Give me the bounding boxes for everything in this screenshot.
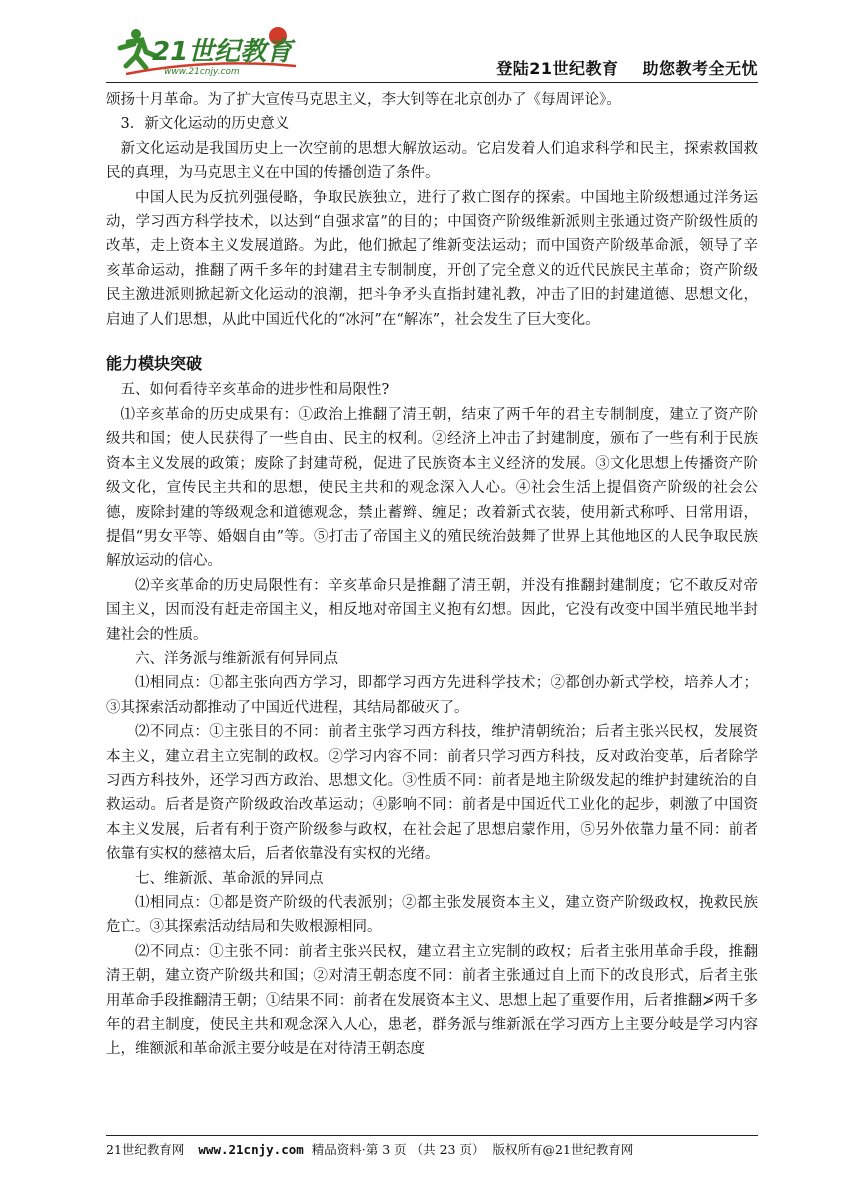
footer-copyright: 版权所有@21世纪教育网 (492, 1142, 634, 1157)
question-heading: 六、洋务派与维新派有何异同点 (135, 650, 338, 667)
running-figure-icon (120, 29, 156, 68)
question-heading: 五、如何看待辛亥革命的进步性和局限性? (120, 382, 390, 399)
logo (106, 22, 306, 82)
paragraph: ⑵不同点：①主张不同：前者主张兴民权，建立君主立宪制的政权；后者主张用革命手段，推翻清王朝，建立资产阶级共和国；②对清王朝态度不同：前者主张通过自上而下的改良形式，后者主张用革命手段推翻清王朝；①结果不同：前者在发展资本主义、思想上起了重要作用，后者推翻≯两千多年的君主制度，使民主共和观念深入人心，患老，群务派与维新派在学习西方上主要分岐是学习内容上，维额派和革命派主要分岐是在对待清王朝态度 (106, 943, 758, 1058)
paragraph: ⑴辛亥革命的历史成果有：①政治上推翻了清王朝，结束了两千年的君主专制制度，建立了资产阶级共和国；使人民获得了一些自由、民主的权利。②经济上冲击了封建制度，颁布了一些有利于民族资本主义发展的政策；废除了封建苛税，促进了民族资本主义经济的发展。③文化思想上传播资产阶级文化，宣传民主共和的思想，使民主共和的观念深入人心。④社会生活上提倡资产阶级的社会公德，废除封建的等级观念和道德观念，禁止蓄辫、缠足；改着新式衣装，使用新式称呼、日常用语，提倡“男女平等、婚姻自由”等。⑤打击了帝国主义的殖民统治鼓舞了世界上其他地区的人民争取民族解放运动的信心。 (106, 406, 758, 570)
svg-text:www.21cnjy.com: www.21cnjy.com (164, 67, 240, 77)
paragraph: ⑵辛亥革命的历史局限性有：辛亥革命只是推翻了清王朝，并没有推翻封建制度；它不敢反对帝国主义，因而没有赶走帝国主义，相反地对帝国主义抱有幻想。因此，它没有改变中国半殖民地半封建社会的性质。 (106, 577, 758, 643)
question-heading: 七、维新派、革命派的异同点 (135, 870, 324, 887)
header-divider (106, 82, 758, 83)
footer-site-url[interactable]: www.21cnjy.com (198, 1142, 304, 1157)
paragraph: ⑴相同点：①都是资产阶级的代表派别；②都主张发展资本主义，建立资产阶级政权，挽救民族危亡。③其探索活动结局和失败根源相同。 (106, 895, 758, 936)
paragraph: ⑵不同点：①主张目的不同：前者主张学习西方科技，维护清朝统治；后者主张兴民权，发展资本主义，建立君主立宪制的政权。②学习内容不同：前者只学习西方科技，反对政治变革，后者除学习西方科技外，还学习西方政治、思想文化。③性质不同：前者是地主阶级发起的维护封建统治的自救运动。后者是资产阶级政治改革运动；④影响不同：前者是中国近代工业化的起步，刺激了中国资本主义发展，后者有利于资产阶级参与政权，在社会起了思想启蒙作用，⑤另外依靠力量不同：前者依靠有实权的慈禧太后，后者依靠没有实权的光绪。 (106, 724, 758, 863)
paragraph: 新文化运动是我国历史上一次空前的思想大解放运动。它启发着人们追求科学和民主，探索救国救民的真理，为马克思主义在中国的传播创造了条件。 (106, 140, 758, 182)
document-body (106, 88, 758, 1062)
paragraph: 颂扬十月革命。为了扩大宣传马克思主义，李大钊等在北京创办了《每周评论》。 (106, 92, 621, 108)
module-heading: 能力模块突破 (106, 354, 203, 374)
slogan-left: 登陆21世纪教育 (496, 59, 619, 78)
page-header (106, 22, 758, 82)
footer-divider (106, 1135, 758, 1136)
paragraph: ⑴相同点：①都主张向西方学习，即都学习西方先进科学技术；②都创办新式学校，培养人才；③其探索活动都推动了中国近代进程，其结局都破灭了。 (106, 675, 758, 716)
page-footer (106, 1140, 758, 1158)
svg-text:21世纪教育: 21世纪教育 (152, 37, 293, 67)
footer-page-info: 精品资料·第 3 页 （共 23 页） (311, 1142, 485, 1157)
header-slogan (496, 56, 758, 79)
slogan-right: 助您教考全无忧 (642, 59, 758, 78)
paragraph: 中国人民为反抗列强侵略，争取民族独立，进行了救亡图存的探索。中国地主阶级想通过洋务运动，学习西方科学技术，以达到“自强求富”的目的；中国资产阶级维新派则主张通过资产阶级性质的改革，走上资本主义发展道路。为此，他们掀起了维新变法运动；而中国资产阶级革命派，领导了辛亥革命运动，推翻了两千多年的封建君主专制制度，开创了完全意义的近代民族民主革命；资产阶级民主激进派则掀起新文化运动的浪潮，把斗争矛头直指封建礼教，冲击了旧的封建道德、思想文化，启迪了人们思想，从此中国近代化的“冰河”在“解冻”，社会发生了巨大变化。 (106, 189, 758, 328)
footer-site-name: 21世纪教育网 (106, 1142, 185, 1157)
section-heading: 3．新文化运动的历史意义 (120, 116, 290, 133)
